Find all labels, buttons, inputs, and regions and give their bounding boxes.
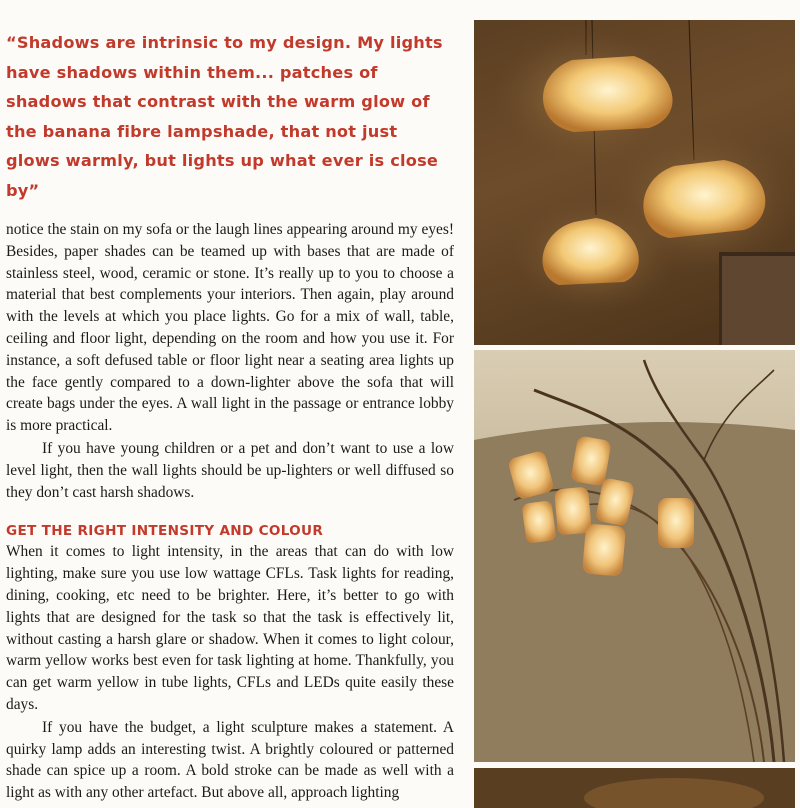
paragraph: notice the stain on my sofa or the laugh lines appearing around my eyes! Besides, paper shades can be teamed up with bases that are made of stainless steel, wood, ceramic or stone. It’s really up to you to choose a material that best complements your interiors. Then again, play around with the levels at which you place lights. Go for a mix of wall, table, ceiling and floor light, depending on the room and how you use it. For instance, a soft defused table or floor light near a seating area lights up the face gently compared to a down-lighter above the sofa that will create bags under the eyes. A wall light in the passage or entrance lobby is more practical. [6,221,454,435]
paragraph: When it comes to light intensity, in the areas that can do with low lighting, make sure you use low wattage CFLs. Task lights for reading, dining, cooking, etc need to be brighter. Here, it’s better to go with lights that are designed for the task so that the task is effectively lit, without casting a harsh glare or shadow. When it comes to light colour, warm yellow works best even for task lighting at home. Thankfully, you can get warm yellow in tube lights, CFLs and LEDs quite easily these days. [6,543,454,713]
section-heading: GET THE RIGHT INTENSITY AND COLOUR [6,523,324,540]
paragraph: If you have young children or a pet and don’t want to use a low level light, then the wall lights should be up-lighters or well diffused so they don’t cast harsh shadows. [6,439,454,501]
pull-quote: “Shadows are intrinsic to my design. My lights have shadows within them... patches of shadows that contrast with the warm glow of the banana fibre lampshade, that not just glows warmly, but lights up what ever is close by” [6,33,443,200]
article-body-1 [6,219,454,503]
article-text-column [6,28,454,804]
paragraph: If you have the budget, a light sculpture makes a statement. A quirky lamp adds an interesting twist. A brightly coloured or patterned shade can spice up a room. A bold stroke can be made as well with a light as with any other artefact. But above all, approach lighting [6,718,454,802]
bottom-photo [474,768,795,808]
light-sculpture-photo [474,350,795,762]
article-body-2 [6,541,454,804]
pendant-lamps-photo [474,20,795,345]
